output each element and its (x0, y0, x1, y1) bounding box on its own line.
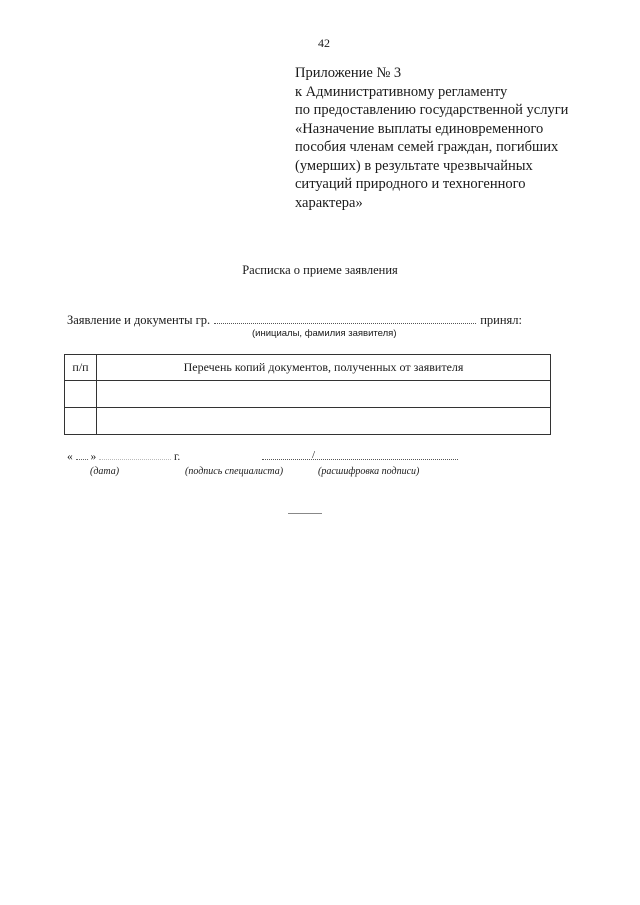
table-cell[interactable] (65, 408, 97, 435)
statement-line (67, 313, 522, 328)
appendix-line: (умерших) в результате чрезвычайных (295, 157, 533, 174)
table-cell[interactable] (65, 381, 97, 408)
table-header-row (65, 355, 551, 381)
day-field[interactable] (76, 459, 88, 460)
month-field[interactable] (99, 459, 171, 460)
divider (288, 513, 322, 514)
appendix-line: по предоставлению государственной услуги (295, 102, 569, 118)
quote-close: » (90, 451, 97, 463)
table-cell[interactable] (97, 381, 551, 408)
page-number: 42 (318, 36, 330, 50)
receipt-title: Расписка о приеме заявления (242, 263, 398, 277)
caption-date: (дата) (90, 466, 120, 477)
year-suffix: г. (174, 451, 181, 463)
applicant-name-field[interactable] (214, 313, 476, 324)
documents-table (64, 354, 551, 435)
appendix-header (295, 64, 615, 212)
applicant-caption: (инициалы, фамилия заявителя) (252, 328, 397, 339)
quote-open: « (67, 451, 73, 463)
date-line (67, 451, 180, 463)
column-header-documents: Перечень копий документов, полученных от заявителя (97, 355, 551, 381)
appendix-line: «Назначение выплаты единовременного (295, 120, 544, 137)
appendix-line: к Административному регламенту (295, 83, 508, 100)
appendix-line: ситуаций природного и техногенного (295, 176, 526, 192)
appendix-line: характера» (295, 194, 363, 211)
caption-signature: (подпись специалиста) (185, 466, 284, 477)
appendix-line: пособия членам семей граждан, погибших (295, 139, 559, 155)
table-cell[interactable] (97, 408, 551, 435)
table-row (65, 408, 551, 435)
appendix-line: Приложение № 3 (295, 65, 402, 81)
signature-field[interactable] (262, 459, 458, 460)
table-row (65, 381, 551, 408)
column-header-number: п/п (65, 355, 97, 381)
caption-signature-transcript: (расшифровка подписи) (318, 466, 420, 477)
signature-slash: / (312, 449, 316, 461)
statement-prefix: Заявление и документы гр. (67, 313, 211, 327)
statement-suffix: принял: (480, 313, 522, 327)
